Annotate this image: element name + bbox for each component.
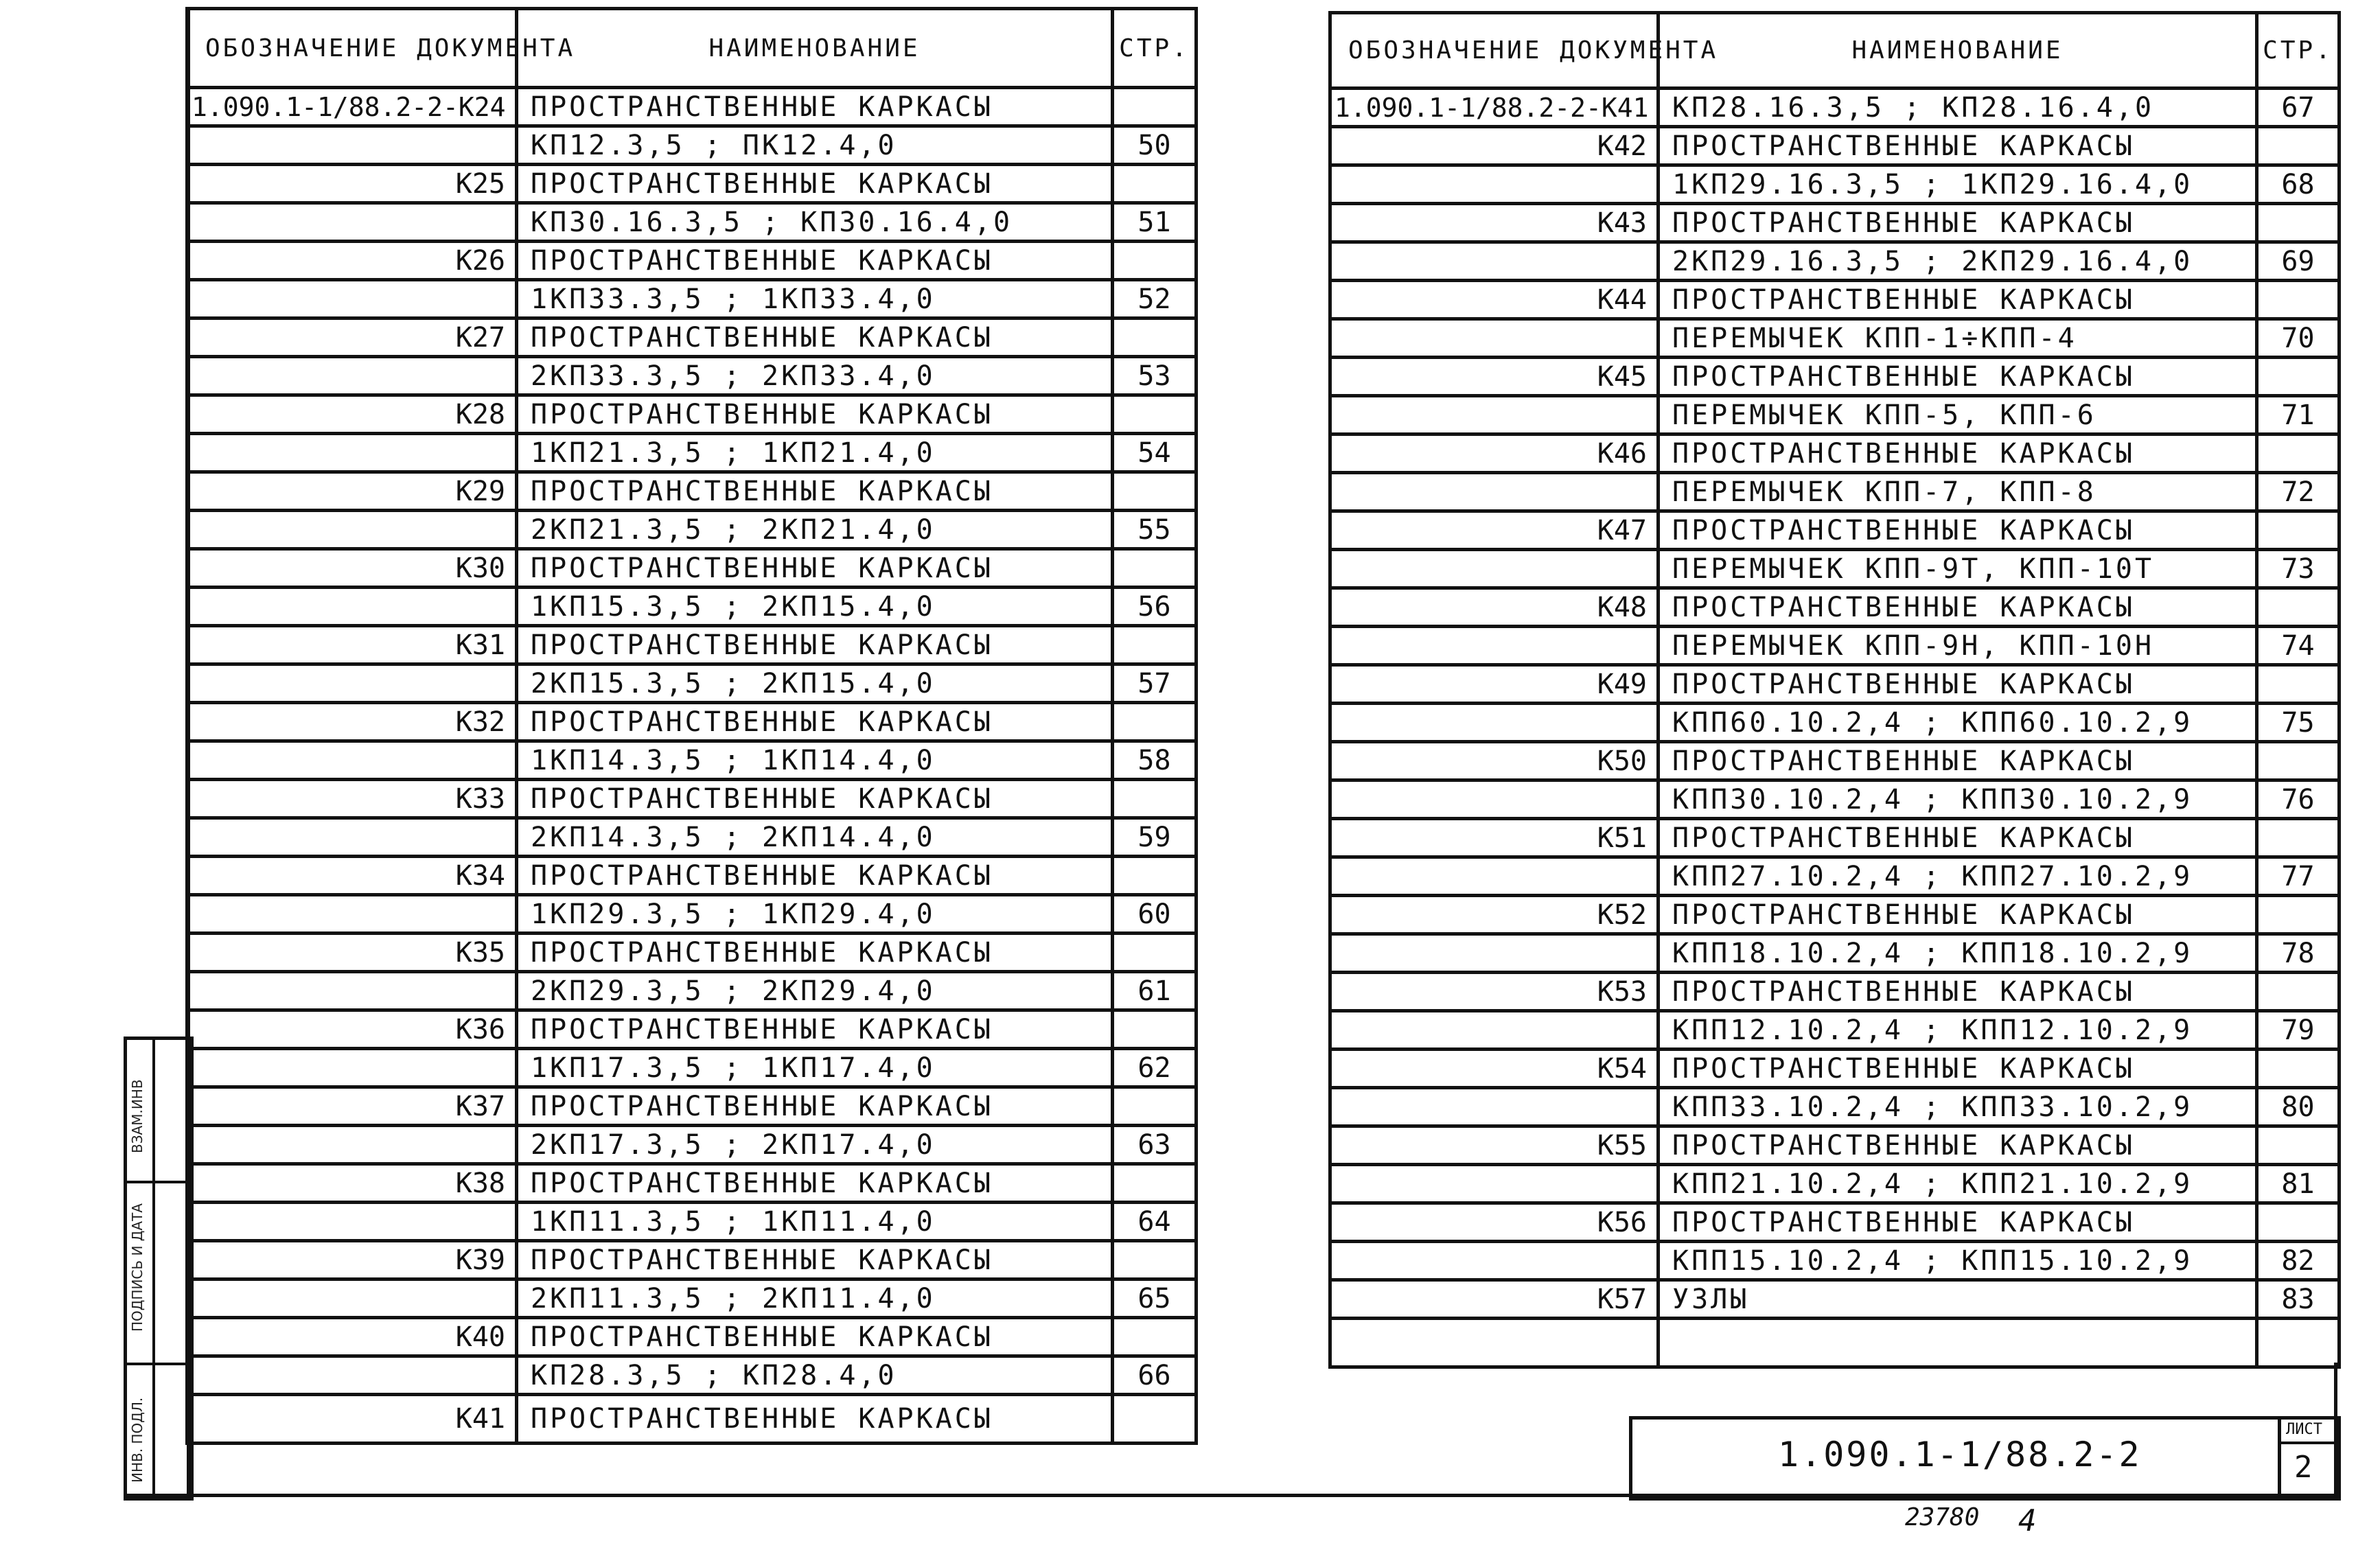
table-row xyxy=(1330,281,2339,319)
cell-name: 1КП17.3,5 ; 1КП17.4,0 xyxy=(517,1049,1113,1087)
table-row xyxy=(187,1126,1197,1164)
cell-code xyxy=(1330,550,1659,588)
cell-code: К53 xyxy=(1330,973,1659,1011)
table-row xyxy=(187,165,1197,203)
cell-code: К28 xyxy=(187,395,517,434)
cell-code xyxy=(1330,627,1659,665)
table-row xyxy=(1330,435,2339,473)
cell-name: ПЕРЕМЫЧЕК КПП-5, КПП-6 xyxy=(1659,396,2257,435)
cell-page xyxy=(1113,88,1197,126)
cell-name: ПРОСТРАНСТВЕННЫЕ КАРКАСЫ xyxy=(1659,588,2257,627)
cell-code: К29 xyxy=(187,472,517,511)
cell-name: 1КП14.3,5 ; 1КП14.4,0 xyxy=(517,741,1113,780)
cell-code xyxy=(187,588,517,626)
cell-name: ПРОСТРАНСТВЕННЫЕ КАРКАСЫ xyxy=(517,703,1113,741)
cell-page: 74 xyxy=(2257,627,2339,665)
cell-code: К56 xyxy=(1330,1203,1659,1242)
cell-page xyxy=(1113,934,1197,972)
table-row xyxy=(1330,1050,2339,1088)
table-row xyxy=(1330,165,2339,204)
cell-code xyxy=(1330,934,1659,973)
side-stamp-divider xyxy=(152,1037,155,1494)
cell-page: 53 xyxy=(1113,357,1197,395)
cell-code xyxy=(187,434,517,472)
cell-code: К39 xyxy=(187,1241,517,1280)
cell-name: ПЕРЕМЫЧЕК КПП-7, КПП-8 xyxy=(1659,473,2257,511)
cell-code xyxy=(187,664,517,703)
table-row xyxy=(1330,1242,2339,1280)
cell-name: ПРОСТРАНСТВЕННЫЕ КАРКАСЫ xyxy=(517,626,1113,664)
cell-code: К49 xyxy=(1330,665,1659,704)
cell-page xyxy=(2257,358,2339,396)
table-row xyxy=(187,895,1197,934)
cell-code xyxy=(187,126,517,165)
cell-name: ПРОСТРАНСТВЕННЫЕ КАРКАСЫ xyxy=(517,319,1113,357)
cell-code xyxy=(1330,1088,1659,1126)
cell-code: К43 xyxy=(1330,204,1659,242)
table-row xyxy=(187,357,1197,395)
cell-page xyxy=(1113,1395,1197,1444)
cell-name: ПРОСТРАНСТВЕННЫЕ КАРКАСЫ xyxy=(517,1395,1113,1444)
archive-number: 23780 xyxy=(1905,1503,1980,1531)
header-name: НАИМЕНОВАНИЕ xyxy=(517,9,1113,88)
table-row xyxy=(187,511,1197,549)
cell-name: ПРОСТРАНСТВЕННЫЕ КАРКАСЫ xyxy=(517,857,1113,895)
cell-code xyxy=(1330,704,1659,742)
cell-name: КПП21.10.2,4 ; КПП21.10.2,9 xyxy=(1659,1165,2257,1203)
cell-page xyxy=(1113,626,1197,664)
cell-name: 2КП29.16.3,5 ; 2КП29.16.4,0 xyxy=(1659,242,2257,281)
table-row xyxy=(1330,742,2339,780)
table-row xyxy=(187,319,1197,357)
sheet-number: 2 xyxy=(2294,1450,2315,1485)
cell-page xyxy=(1113,1010,1197,1049)
cell-page xyxy=(2257,127,2339,165)
table-row xyxy=(1330,780,2339,819)
cell-page: 73 xyxy=(2257,550,2339,588)
cell-page: 68 xyxy=(2257,165,2339,204)
cell-page: 56 xyxy=(1113,588,1197,626)
table-row xyxy=(187,818,1197,857)
cell-code xyxy=(187,1356,517,1395)
contents-table-right xyxy=(1328,11,2341,1369)
cell-name: КПП27.10.2,4 ; КПП27.10.2,9 xyxy=(1659,857,2257,896)
table-row xyxy=(187,703,1197,741)
table-row xyxy=(1330,857,2339,896)
cell-code xyxy=(187,1280,517,1318)
table-row xyxy=(1330,242,2339,281)
cell-name: ПРОСТРАНСТВЕННЫЕ КАРКАСЫ xyxy=(517,549,1113,588)
cell-name: 2КП29.3,5 ; 2КП29.4,0 xyxy=(517,972,1113,1010)
cell-code xyxy=(187,818,517,857)
cell-name: ПРОСТРАНСТВЕННЫЕ КАРКАСЫ xyxy=(517,472,1113,511)
table-row xyxy=(1330,665,2339,704)
cell-name: ПРОСТРАНСТВЕННЫЕ КАРКАСЫ xyxy=(517,395,1113,434)
cell-page: 69 xyxy=(2257,242,2339,281)
cell-name: 2КП21.3,5 ; 2КП21.4,0 xyxy=(517,511,1113,549)
cell-page: 76 xyxy=(2257,780,2339,819)
table-row xyxy=(187,626,1197,664)
table-row xyxy=(1330,819,2339,857)
cell-page: 54 xyxy=(1113,434,1197,472)
cell-page: 83 xyxy=(2257,1280,2339,1319)
cell-code xyxy=(187,203,517,242)
cell-code xyxy=(1330,319,1659,358)
table-row xyxy=(1330,1319,2339,1367)
cell-page: 55 xyxy=(1113,511,1197,549)
table-row xyxy=(1330,1088,2339,1126)
cell-name: ПРОСТРАНСТВЕННЫЕ КАРКАСЫ xyxy=(517,242,1113,280)
table-row xyxy=(187,1203,1197,1241)
table-row xyxy=(187,972,1197,1010)
table-row xyxy=(1330,1280,2339,1319)
cell-page xyxy=(2257,1126,2339,1165)
table-row xyxy=(187,857,1197,895)
cell-page xyxy=(2257,819,2339,857)
cell-name: ПРОСТРАНСТВЕННЫЕ КАРКАСЫ xyxy=(1659,281,2257,319)
cell-name: 1КП21.3,5 ; 1КП21.4,0 xyxy=(517,434,1113,472)
cell-name: 2КП14.3,5 ; 2КП14.4,0 xyxy=(517,818,1113,857)
cell-name: 2КП33.3,5 ; 2КП33.4,0 xyxy=(517,357,1113,395)
cell-code xyxy=(1330,780,1659,819)
table-row xyxy=(1330,934,2339,973)
cell-page xyxy=(1113,703,1197,741)
cell-page: 66 xyxy=(1113,1356,1197,1395)
cell-name: ПРОСТРАНСТВЕННЫЕ КАРКАСЫ xyxy=(1659,896,2257,934)
cell-code xyxy=(1330,165,1659,204)
cell-name: ПРОСТРАНСТВЕННЫЕ КАРКАСЫ xyxy=(517,1241,1113,1280)
cell-code: К26 xyxy=(187,242,517,280)
cell-page: 70 xyxy=(2257,319,2339,358)
cell-name: ПРОСТРАНСТВЕННЫЕ КАРКАСЫ xyxy=(1659,1126,2257,1165)
stamp-label-inv: ИНВ. ПОДЛ. xyxy=(129,1397,146,1483)
table-row xyxy=(187,1164,1197,1203)
cell-name: КПП15.10.2,4 ; КПП15.10.2,9 xyxy=(1659,1242,2257,1280)
cell-name: 2КП17.3,5 ; 2КП17.4,0 xyxy=(517,1126,1113,1164)
cell-page xyxy=(1113,242,1197,280)
cell-name: ПРОСТРАНСТВЕННЫЕ КАРКАСЫ xyxy=(517,1164,1113,1203)
cell-page xyxy=(2257,665,2339,704)
table-row xyxy=(187,1010,1197,1049)
archive-mark: 4 xyxy=(2018,1503,2037,1538)
cell-page xyxy=(2257,742,2339,780)
table-row xyxy=(1330,550,2339,588)
cell-page xyxy=(1113,319,1197,357)
sheet-cell-divider xyxy=(2278,1442,2337,1444)
cell-page xyxy=(2257,511,2339,550)
side-stamp-row-line xyxy=(124,1181,187,1183)
cell-name: КП30.16.3,5 ; КП30.16.4,0 xyxy=(517,203,1113,242)
cell-page: 80 xyxy=(2257,1088,2339,1126)
cell-page xyxy=(1113,1087,1197,1126)
cell-page: 50 xyxy=(1113,126,1197,165)
cell-code: К46 xyxy=(1330,435,1659,473)
table-row xyxy=(1330,1203,2339,1242)
cell-code: К35 xyxy=(187,934,517,972)
cell-page: 81 xyxy=(2257,1165,2339,1203)
cell-code: К36 xyxy=(187,1010,517,1049)
table-row xyxy=(1330,127,2339,165)
cell-name: УЗЛЫ xyxy=(1659,1280,2257,1319)
cell-name: ПРОСТРАНСТВЕННЫЕ КАРКАСЫ xyxy=(1659,435,2257,473)
cell-name xyxy=(1659,1319,2257,1367)
cell-name: ПРОСТРАНСТВЕННЫЕ КАРКАСЫ xyxy=(1659,973,2257,1011)
table-row xyxy=(187,934,1197,972)
cell-code: К30 xyxy=(187,549,517,588)
cell-page xyxy=(1113,1241,1197,1280)
table-row xyxy=(187,1280,1197,1318)
table-row xyxy=(1330,511,2339,550)
cell-code: К45 xyxy=(1330,358,1659,396)
cell-page: 77 xyxy=(2257,857,2339,896)
table-row xyxy=(187,549,1197,588)
cell-page xyxy=(2257,204,2339,242)
cell-page xyxy=(1113,395,1197,434)
table-row xyxy=(187,472,1197,511)
cell-page: 65 xyxy=(1113,1280,1197,1318)
cell-name: ПРОСТРАНСТВЕННЫЕ КАРКАСЫ xyxy=(1659,1050,2257,1088)
cell-code: К38 xyxy=(187,1164,517,1203)
table-row xyxy=(1330,1011,2339,1050)
table-row xyxy=(1330,588,2339,627)
cell-page: 79 xyxy=(2257,1011,2339,1050)
cell-name: ПРОСТРАНСТВЕННЫЕ КАРКАСЫ xyxy=(1659,742,2257,780)
table-row xyxy=(187,242,1197,280)
cell-code: К34 xyxy=(187,857,517,895)
header-name: НАИМЕНОВАНИЕ xyxy=(1659,13,2257,89)
table-row xyxy=(187,434,1197,472)
cell-code xyxy=(187,357,517,395)
cell-name: 1КП29.16.3,5 ; 1КП29.16.4,0 xyxy=(1659,165,2257,204)
cell-code: 1.090.1-1/88.2-2-К24 xyxy=(187,88,517,126)
table-row xyxy=(1330,89,2339,127)
side-stamp-row-line xyxy=(124,1363,187,1365)
cell-code: К41 xyxy=(187,1395,517,1444)
cell-code: К40 xyxy=(187,1318,517,1356)
cell-page xyxy=(2257,588,2339,627)
table-row xyxy=(1330,1165,2339,1203)
cell-page xyxy=(1113,780,1197,818)
cell-page: 64 xyxy=(1113,1203,1197,1241)
table-row xyxy=(187,1241,1197,1280)
table-header xyxy=(1330,13,2339,89)
cell-code: К51 xyxy=(1330,819,1659,857)
cell-code: К37 xyxy=(187,1087,517,1126)
cell-code: К44 xyxy=(1330,281,1659,319)
cell-page xyxy=(2257,973,2339,1011)
cell-code xyxy=(1330,1242,1659,1280)
cell-code xyxy=(187,972,517,1010)
cell-page xyxy=(1113,1318,1197,1356)
cell-name: КП28.16.3,5 ; КП28.16.4,0 xyxy=(1659,89,2257,127)
table-row xyxy=(1330,319,2339,358)
cell-code xyxy=(1330,396,1659,435)
header-page: СТР. xyxy=(1113,9,1197,88)
cell-name: ПРОСТРАНСТВЕННЫЕ КАРКАСЫ xyxy=(1659,1203,2257,1242)
table-row xyxy=(187,1356,1197,1395)
cell-code: К57 xyxy=(1330,1280,1659,1319)
cell-name: ПРОСТРАНСТВЕННЫЕ КАРКАСЫ xyxy=(517,1318,1113,1356)
cell-name: ПЕРЕМЫЧЕК КПП-9Н, КПП-10Н xyxy=(1659,627,2257,665)
cell-code: К48 xyxy=(1330,588,1659,627)
cell-page: 78 xyxy=(2257,934,2339,973)
header-code: ОБОЗНАЧЕНИЕ ДОКУМЕНТА xyxy=(1330,13,1659,89)
table-row xyxy=(187,1395,1197,1444)
cell-name: КПП33.10.2,4 ; КПП33.10.2,9 xyxy=(1659,1088,2257,1126)
cell-page: 67 xyxy=(2257,89,2339,127)
table-row xyxy=(187,280,1197,319)
header-page: СТР. xyxy=(2257,13,2339,89)
cell-name: КПП60.10.2,4 ; КПП60.10.2,9 xyxy=(1659,704,2257,742)
cell-code xyxy=(187,280,517,319)
cell-name: ПРОСТРАНСТВЕННЫЕ КАРКАСЫ xyxy=(1659,665,2257,704)
cell-name: ПРОСТРАНСТВЕННЫЕ КАРКАСЫ xyxy=(1659,204,2257,242)
stamp-label-vzam: ВЗАМ.ИНВ xyxy=(129,1079,146,1153)
cell-name: 1КП33.3,5 ; 1КП33.4,0 xyxy=(517,280,1113,319)
cell-name: 1КП11.3,5 ; 1КП11.4,0 xyxy=(517,1203,1113,1241)
document-number: 1.090.1-1/88.2-2 xyxy=(1778,1435,2142,1474)
table-row xyxy=(1330,1126,2339,1165)
cell-code xyxy=(1330,1319,1659,1367)
cell-page: 71 xyxy=(2257,396,2339,435)
cell-name: ПРОСТРАНСТВЕННЫЕ КАРКАСЫ xyxy=(1659,127,2257,165)
cell-page: 63 xyxy=(1113,1126,1197,1164)
table-row xyxy=(1330,204,2339,242)
cell-name: ПРОСТРАНСТВЕННЫЕ КАРКАСЫ xyxy=(517,780,1113,818)
cell-name: КПП30.10.2,4 ; КПП30.10.2,9 xyxy=(1659,780,2257,819)
table-row xyxy=(1330,896,2339,934)
cell-code: К47 xyxy=(1330,511,1659,550)
cell-name: 2КП11.3,5 ; 2КП11.4,0 xyxy=(517,1280,1113,1318)
cell-code: 1.090.1-1/88.2-2-К41 xyxy=(1330,89,1659,127)
table-row xyxy=(1330,396,2339,435)
cell-page: 61 xyxy=(1113,972,1197,1010)
cell-code: К42 xyxy=(1330,127,1659,165)
table-row xyxy=(1330,627,2339,665)
cell-name: КП12.3,5 ; ПК12.4,0 xyxy=(517,126,1113,165)
cell-code: К52 xyxy=(1330,896,1659,934)
sheet-label: ЛИСТ xyxy=(2286,1421,2322,1438)
cell-name: ПРОСТРАНСТВЕННЫЕ КАРКАСЫ xyxy=(1659,819,2257,857)
cell-code: К32 xyxy=(187,703,517,741)
cell-page xyxy=(1113,549,1197,588)
cell-name: ПЕРЕМЫЧЕК КПП-1÷КПП-4 xyxy=(1659,319,2257,358)
cell-code xyxy=(187,895,517,934)
header-code: ОБОЗНАЧЕНИЕ ДОКУМЕНТА xyxy=(187,9,517,88)
cell-page: 75 xyxy=(2257,704,2339,742)
cell-name: КПП18.10.2,4 ; КПП18.10.2,9 xyxy=(1659,934,2257,973)
cell-page xyxy=(2257,896,2339,934)
cell-name: ПЕРЕМЫЧЕК КПП-9Т, КПП-10Т xyxy=(1659,550,2257,588)
table-row xyxy=(187,741,1197,780)
cell-page xyxy=(2257,1203,2339,1242)
cell-page xyxy=(2257,1319,2339,1367)
cell-code xyxy=(187,1203,517,1241)
cell-name: КПП12.10.2,4 ; КПП12.10.2,9 xyxy=(1659,1011,2257,1050)
table-row xyxy=(187,88,1197,126)
cell-page: 58 xyxy=(1113,741,1197,780)
cell-name: ПРОСТРАНСТВЕННЫЕ КАРКАСЫ xyxy=(517,88,1113,126)
cell-name: ПРОСТРАНСТВЕННЫЕ КАРКАСЫ xyxy=(517,934,1113,972)
table-row xyxy=(187,780,1197,818)
cell-name: ПРОСТРАНСТВЕННЫЕ КАРКАСЫ xyxy=(517,165,1113,203)
table-row xyxy=(187,588,1197,626)
table-row xyxy=(187,203,1197,242)
cell-code xyxy=(187,1049,517,1087)
cell-page xyxy=(2257,281,2339,319)
cell-name: ПРОСТРАНСТВЕННЫЕ КАРКАСЫ xyxy=(517,1087,1113,1126)
stamp-label-podpis: ПОДПИСЬ И ДАТА xyxy=(129,1203,146,1332)
cell-page xyxy=(2257,1050,2339,1088)
table-row xyxy=(1330,973,2339,1011)
cell-code xyxy=(187,511,517,549)
table-row xyxy=(187,126,1197,165)
cell-page: 60 xyxy=(1113,895,1197,934)
contents-table-left xyxy=(185,7,1198,1445)
sheet-cell-divider xyxy=(2278,1416,2281,1497)
cell-code: К54 xyxy=(1330,1050,1659,1088)
table-row xyxy=(187,1049,1197,1087)
table-row xyxy=(1330,358,2339,396)
cell-code xyxy=(1330,1011,1659,1050)
cell-code: К50 xyxy=(1330,742,1659,780)
cell-page: 62 xyxy=(1113,1049,1197,1087)
cell-code: К55 xyxy=(1330,1126,1659,1165)
cell-page xyxy=(1113,165,1197,203)
cell-page: 82 xyxy=(2257,1242,2339,1280)
table-row xyxy=(187,1318,1197,1356)
cell-code: К33 xyxy=(187,780,517,818)
cell-page xyxy=(2257,435,2339,473)
cell-code xyxy=(1330,857,1659,896)
cell-name: ПРОСТРАНСТВЕННЫЕ КАРКАСЫ xyxy=(517,1010,1113,1049)
cell-code xyxy=(1330,473,1659,511)
cell-page xyxy=(1113,1164,1197,1203)
cell-page: 52 xyxy=(1113,280,1197,319)
cell-name: 1КП29.3,5 ; 1КП29.4,0 xyxy=(517,895,1113,934)
cell-code xyxy=(187,1126,517,1164)
cell-code xyxy=(1330,242,1659,281)
table-header xyxy=(187,9,1197,88)
cell-page xyxy=(1113,857,1197,895)
cell-name: ПРОСТРАНСТВЕННЫЕ КАРКАСЫ xyxy=(1659,511,2257,550)
cell-code: К27 xyxy=(187,319,517,357)
cell-code: К25 xyxy=(187,165,517,203)
cell-page: 72 xyxy=(2257,473,2339,511)
table-row xyxy=(187,664,1197,703)
cell-page xyxy=(1113,472,1197,511)
cell-page: 57 xyxy=(1113,664,1197,703)
cell-code xyxy=(187,741,517,780)
cell-name: ПРОСТРАНСТВЕННЫЕ КАРКАСЫ xyxy=(1659,358,2257,396)
table-row xyxy=(1330,704,2339,742)
cell-name: 2КП15.3,5 ; 2КП15.4,0 xyxy=(517,664,1113,703)
table-row xyxy=(1330,473,2339,511)
cell-page: 51 xyxy=(1113,203,1197,242)
cell-page: 59 xyxy=(1113,818,1197,857)
table-row xyxy=(187,395,1197,434)
table-row xyxy=(187,1087,1197,1126)
cell-code: К31 xyxy=(187,626,517,664)
cell-name: 1КП15.3,5 ; 2КП15.4,0 xyxy=(517,588,1113,626)
cell-name: КП28.3,5 ; КП28.4,0 xyxy=(517,1356,1113,1395)
cell-code xyxy=(1330,1165,1659,1203)
